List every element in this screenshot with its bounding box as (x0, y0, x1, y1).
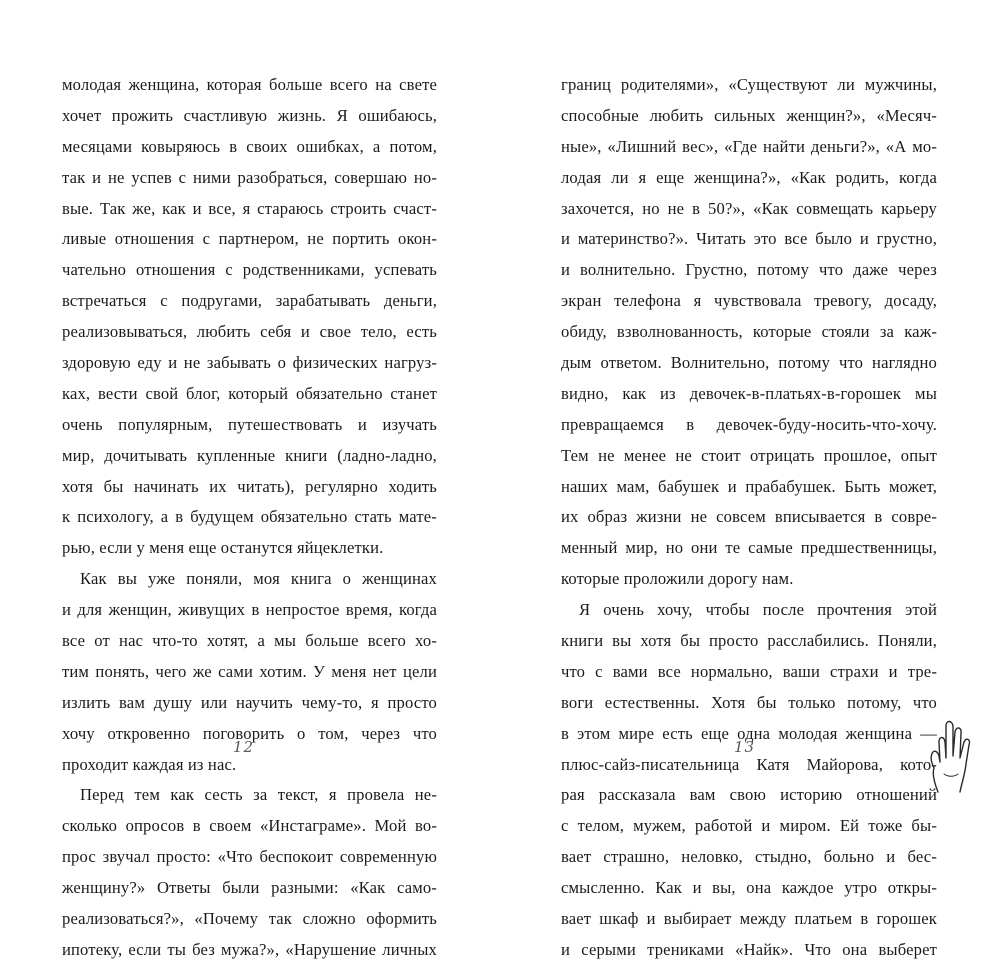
text-line: Как вы уже поняли, моя книга о женщинах (80, 569, 437, 589)
text-line: рая рассказала вам свою историю отношений (561, 785, 937, 805)
text-line: в этом мире есть еще одна молодая женщина — (561, 723, 937, 743)
text-line: тим понять, чего же сами хотим. У меня нет цели (62, 661, 437, 681)
text-line: рью, если у меня еще останутся яйцеклетки. (62, 538, 384, 558)
text-line: ипотеку, если ты без мужа?», «Нарушение личных (62, 939, 437, 959)
text-line: книги вы хотя бы просто расслабились. Поняли, (561, 631, 937, 651)
page-number-right: 13 (734, 738, 756, 756)
text-line: и для женщин, живущих в непростое время, когда (62, 600, 437, 620)
text-line: ках, вести свой блог, который обязательно станет (62, 383, 437, 403)
text-line: вые. Так же, как и все, я стараюсь строить счаст- (62, 198, 437, 218)
text-line: превращаемся в девочек-буду-носить-что-хочу. (561, 414, 937, 434)
text-line: ные», «Лишний вес», «Где найти деньги?», «А мо- (561, 136, 937, 156)
text-line: плюс-сайз-писательница Катя Майорова, кото- (561, 754, 937, 774)
text-line: и серыми трениками «Найк». Что она выберет (561, 939, 937, 959)
page-number-left: 12 (233, 738, 255, 756)
text-line: что с вами все нормально, ваши страхи и тре- (561, 661, 937, 681)
text-line: Перед тем как сесть за текст, я провела не- (80, 785, 437, 805)
text-line: экран телефона я чувствовала тревогу, досаду, (561, 291, 937, 311)
text-line: хочу откровенно поговорить о том, через что (62, 723, 437, 743)
text-line: молодая женщина, которая больше всего на свете (62, 75, 437, 94)
text-line: которые проложили дорогу нам. (561, 569, 794, 589)
text-line: здоровую еду и не забывать о физических нагруз- (62, 353, 437, 373)
text-line: хотя бы начинать их читать), регулярно ходить (62, 476, 437, 496)
text-line: встречаться с подругами, зарабатывать деньги, (62, 291, 437, 311)
text-line: и волнительно. Грустно, потому что даже через (561, 260, 937, 280)
text-line: обиду, взволнованность, которые стояли за каж- (561, 322, 937, 342)
text-line: реализоваться?», «Почему так сложно оформить (62, 909, 437, 929)
text-line: сколько опросов в своем «Инстаграме». Мой во- (62, 816, 437, 836)
text-line: ливые отношения с партнером, не портить окон- (62, 229, 437, 249)
text-line: реализовываться, любить себя и свое тело, есть (62, 322, 437, 342)
text-line: мир, дочитывать купленные книги (ладно-ладно, (62, 445, 437, 465)
text-line: и материнство?». Читать это все было и грустно, (561, 229, 937, 249)
text-line: очень популярным, путешествовать и изучать (62, 414, 437, 434)
text-line: видно, как из девочек-в-платьях-в-горошек мы (561, 383, 937, 403)
text-line: с телом, мужем, работой и миром. Ей тоже бы- (561, 816, 937, 836)
text-line: проходит каждая из нас. (62, 754, 237, 774)
text-line: смысленно. Как и вы, она каждое утро откры- (561, 878, 937, 898)
text-line: менный мир, но они те самые предшественницы, (561, 538, 937, 558)
text-line: Тем не менее не стоит отрицать прошлое, опыт (561, 445, 937, 465)
text-line: вает страшно, неловко, стыдно, больно и бес- (561, 847, 937, 867)
text-line: чательно отношения с родственниками, успевать (62, 260, 437, 280)
text-line: излить вам душу или научить чему-то, я просто (62, 692, 437, 712)
text-line: дым ответом. Волнительно, потому что наглядно (561, 353, 937, 373)
text-line: Я очень хочу, чтобы после прочтения этой (579, 600, 937, 620)
text-line: наших мам, бабушек и прабабушек. Быть может, (561, 476, 937, 496)
text-line: все от нас что-то хотят, а мы больше всего хо- (62, 631, 437, 651)
text-line: хочет прожить счастливую жизнь. Я ошибаюсь, (62, 105, 437, 125)
text-line: способные любить сильных женщин?», «Месяч- (561, 105, 937, 125)
text-line: прос звучал просто: «Что беспокоит современную (62, 847, 437, 867)
text-line: так и не успев с ними разобраться, совершаю но- (62, 167, 437, 187)
text-line: их образ жизни не совсем вписывается в совре- (561, 507, 937, 527)
text-line: месяцами ковыряюсь в своих ошибках, а потом, (62, 136, 437, 156)
text-line: воги естественны. Хотя бы только потому, что (561, 692, 937, 712)
text-line: лодая ли я еще женщина?», «Как родить, когда (561, 167, 937, 187)
text-line: вает шкаф и выбирает между платьем в горошек (561, 909, 937, 929)
text-line: захочется, но не в 50?», «Как совмещать карьеру (561, 198, 937, 218)
text-line: границ родителями», «Существуют ли мужчины, (561, 75, 937, 94)
text-line: к психологу, а в будущем обязательно стать мате- (62, 507, 437, 527)
hand-drawing-icon (922, 712, 982, 794)
text-line: женщину?» Ответы были разными: «Как само- (62, 878, 437, 898)
